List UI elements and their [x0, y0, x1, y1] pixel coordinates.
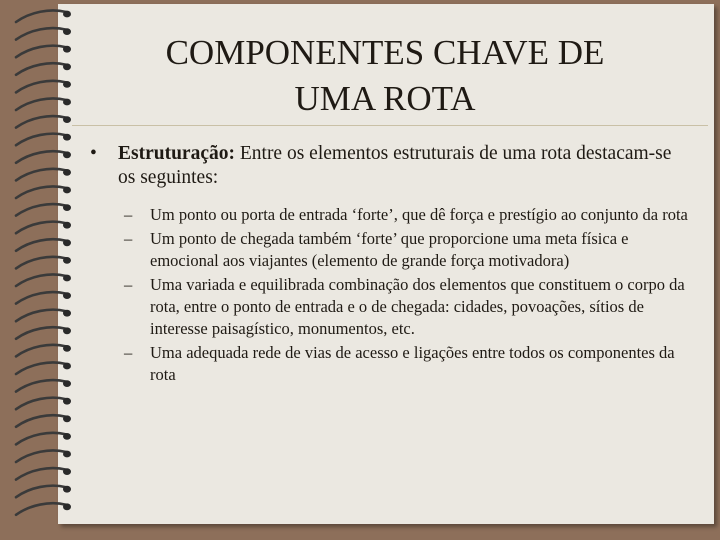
binding-ring-icon: [16, 10, 71, 22]
binding-ring-icon: [16, 222, 71, 234]
binding-ring-icon: [16, 486, 71, 498]
dash-icon: –: [124, 343, 133, 362]
dash-icon: –: [124, 275, 133, 294]
binding-ring-icon: [16, 503, 71, 515]
binding-ring-icon: [16, 169, 71, 181]
title-line-1: COMPONENTES CHAVE DE: [165, 33, 605, 72]
sub-bullet-list: [90, 204, 690, 386]
title-line-2: UMA ROTA: [294, 79, 476, 118]
dash-icon: –: [124, 229, 133, 248]
binding-ring-icon: [16, 345, 71, 357]
dash-icon: –: [124, 205, 133, 224]
binding-ring-icon: [16, 380, 71, 392]
sub-bullet: [90, 228, 690, 272]
sub-bullet-text: Um ponto de chegada também ‘forte’ que proporcione uma meta física e emocional aos viajantes (elemento de grande força motivadora): [150, 229, 629, 270]
sub-bullet-text: Uma variada e equilibrada combinação dos elementos que constituem o corpo da rota, entre o ponto de entrada e o de chegada: cidades, povoações, sítios de interesse paisagístico, monumentos, etc.: [150, 275, 685, 338]
binding-ring-icon: [16, 433, 71, 445]
binding-ring-icon: [16, 310, 71, 322]
binding-ring-icon: [16, 204, 71, 216]
main-bullet: [90, 142, 690, 190]
title-divider: [72, 125, 708, 126]
sub-bullet: [90, 204, 690, 226]
sub-bullet-text: Um ponto ou porta de entrada ‘forte’, que dê força e prestígio ao conjunto da rota: [150, 205, 688, 224]
slide-body: [90, 142, 690, 388]
sub-bullet: [90, 342, 690, 386]
binding-ring-icon: [16, 450, 71, 462]
sub-bullet-text: Uma adequada rede de vias de acesso e ligações entre todos os componentes da rota: [150, 343, 675, 384]
binding-ring-icon: [16, 468, 71, 480]
binding-ring-icon: [16, 186, 71, 198]
binding-ring-icon: [16, 239, 71, 251]
binding-ring-icon: [16, 257, 71, 269]
sub-bullet: [90, 274, 690, 340]
binding-ring-icon: [16, 398, 71, 410]
binding-ring-icon: [16, 151, 71, 163]
slide-title: [60, 30, 710, 122]
binding-ring-icon: [16, 274, 71, 286]
bullet-bold-label: Estruturação:: [118, 143, 235, 164]
binding-ring-icon: [16, 134, 71, 146]
binding-ring-icon: [16, 327, 71, 339]
bullet-text: Entre os elementos estruturais de uma rota destacam-se os seguintes:: [118, 143, 672, 188]
binding-ring-icon: [16, 415, 71, 427]
binding-ring-icon: [16, 362, 71, 374]
binding-ring-icon: [16, 292, 71, 304]
bullet-icon: •: [90, 143, 97, 164]
